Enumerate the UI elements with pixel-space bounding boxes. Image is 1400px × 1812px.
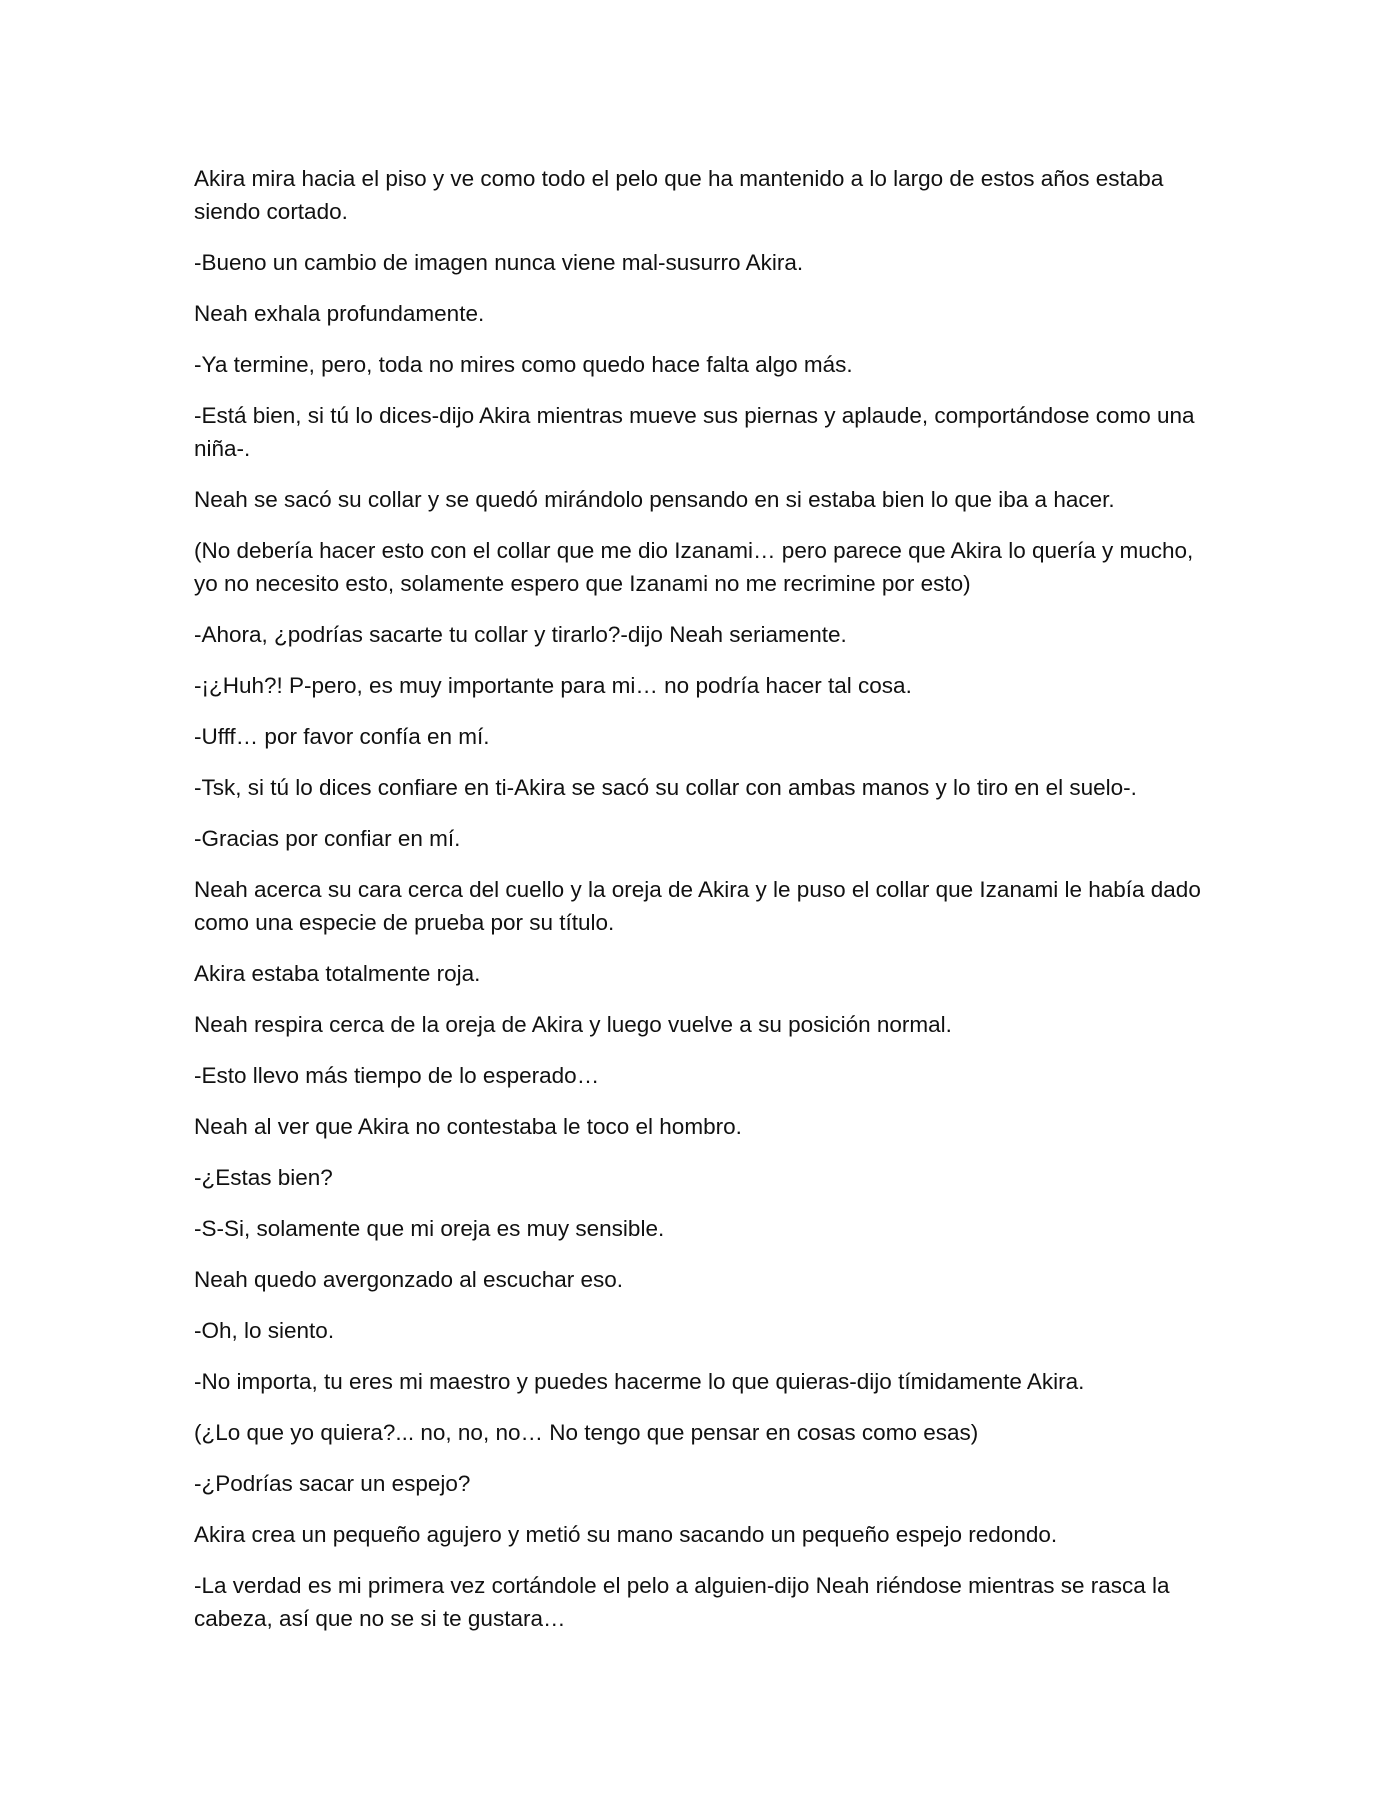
paragraph: -No importa, tu eres mi maestro y puedes hacerme lo que quieras-dijo tímidamente Akira.	[194, 1369, 1085, 1394]
paragraph: -Esto llevo más tiempo de lo esperado…	[194, 1063, 600, 1088]
paragraph: (¿Lo que yo quiera?... no, no, no… No tengo que pensar en cosas como esas)	[194, 1420, 979, 1445]
paragraph: -Oh, lo siento.	[194, 1318, 335, 1343]
paragraph: Neah al ver que Akira no contestaba le toco el hombro.	[194, 1114, 742, 1139]
paragraph: Akira crea un pequeño agujero y metió su mano sacando un pequeño espejo redondo.	[194, 1522, 1058, 1547]
paragraph: (No debería hacer esto con el collar que me dio Izanami… pero parece que Akira lo quería y mucho, yo no necesito esto, solamente espero que Izanami no me recrimine por esto)	[194, 538, 1194, 596]
paragraph: Akira mira hacia el piso y ve como todo el pelo que ha mantenido a lo largo de estos años estaba siendo cortado.	[194, 166, 1164, 224]
paragraph: Neah quedo avergonzado al escuchar eso.	[194, 1267, 624, 1292]
paragraph: Akira estaba totalmente roja.	[194, 961, 481, 986]
paragraph: -Está bien, si tú lo dices-dijo Akira mientras mueve sus piernas y aplaude, comportándose como una niña-.	[194, 403, 1195, 461]
paragraph: -Ya termine, pero, toda no mires como quedo hace falta algo más.	[194, 352, 853, 377]
paragraph: Neah exhala profundamente.	[194, 301, 485, 326]
paragraph: -La verdad es mi primera vez cortándole el pelo a alguien-dijo Neah riéndose mientras se rasca la cabeza, así que no se si te gustara…	[194, 1573, 1170, 1631]
paragraph: -S-Si, solamente que mi oreja es muy sensible.	[194, 1216, 665, 1241]
paragraph: -¿Estas bien?	[194, 1165, 333, 1190]
paragraph: -Ufff… por favor confía en mí.	[194, 724, 490, 749]
paragraph: -¿Podrías sacar un espejo?	[194, 1471, 471, 1496]
paragraph: Neah acerca su cara cerca del cuello y la oreja de Akira y le puso el collar que Izanami le había dado como una especie de prueba por su título.	[194, 877, 1201, 935]
paragraph: -Tsk, si tú lo dices confiare en ti-Akira se sacó su collar con ambas manos y lo tiro en el suelo-.	[194, 775, 1137, 800]
paragraph: -Ahora, ¿podrías sacarte tu collar y tirarlo?-dijo Neah seriamente.	[194, 622, 847, 647]
paragraph: -¡¿Huh?! P-pero, es muy importante para mi… no podría hacer tal cosa.	[194, 673, 912, 698]
paragraph: Neah respira cerca de la oreja de Akira y luego vuelve a su posición normal.	[194, 1012, 952, 1037]
paragraph: -Gracias por confiar en mí.	[194, 826, 461, 851]
paragraph: -Bueno un cambio de imagen nunca viene mal-susurro Akira.	[194, 250, 804, 275]
document-body	[194, 162, 1204, 1653]
paragraph: Neah se sacó su collar y se quedó mirándolo pensando en si estaba bien lo que iba a hacer.	[194, 487, 1115, 512]
